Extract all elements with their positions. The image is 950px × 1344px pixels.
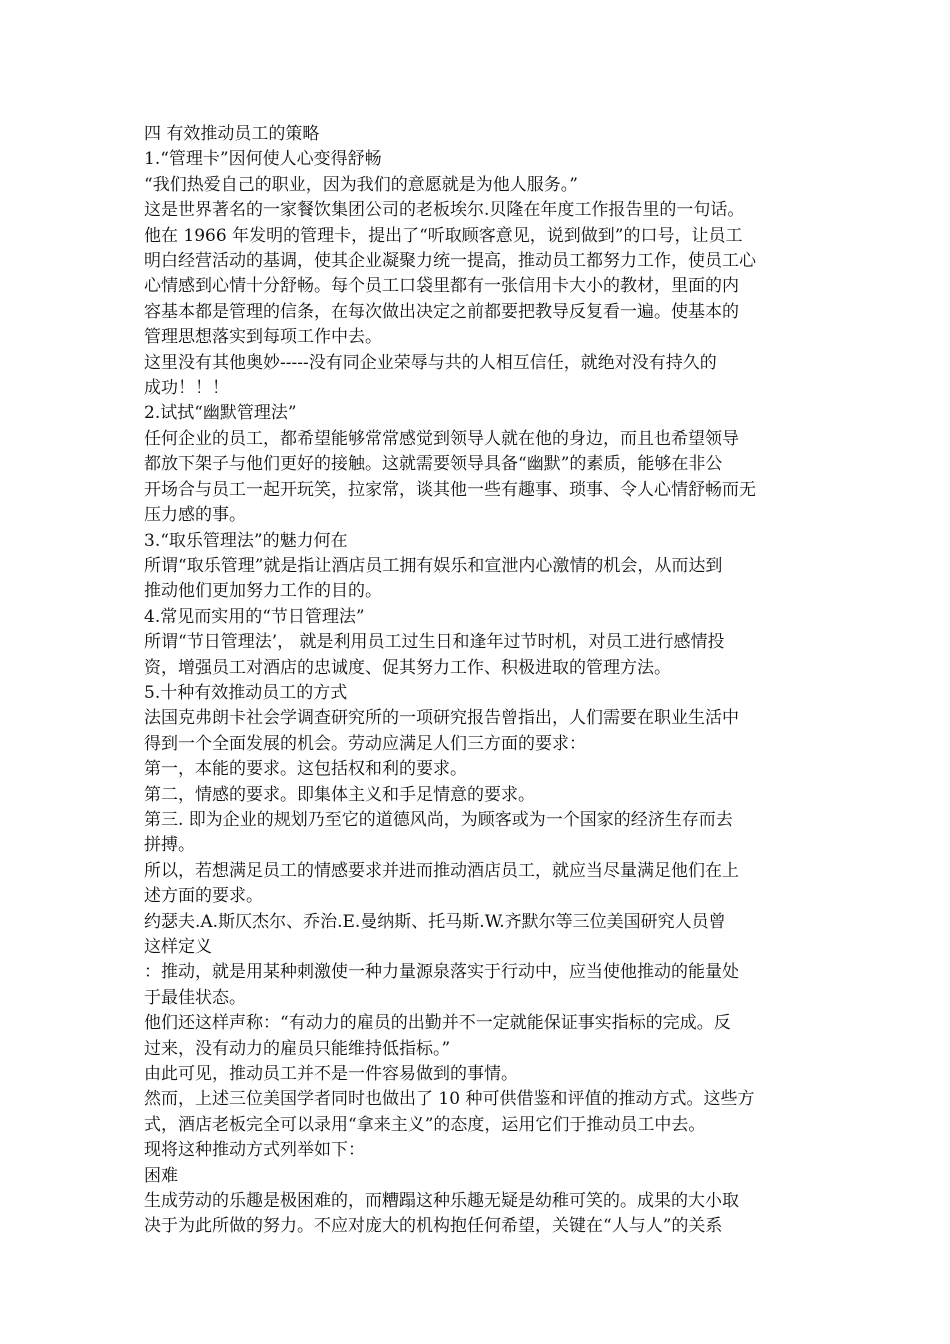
paragraph-line: 第二，情感的要求。即集体主义和手足情意的要求。 [144, 784, 535, 805]
paragraph-line: 现将这种推动方式列举如下： [144, 1140, 365, 1161]
paragraph-line: 都放下架子与他们更好的接触。这就需要领导具备“幽默”的素质，能够在非公 [144, 454, 723, 475]
paragraph-line: 资，增强员工对酒店的忠诚度、促其努力工作、积极进取的管理方法。 [144, 657, 671, 678]
paragraph-line: 心情感到心情十分舒畅。每个员工口袋里都有一张信用卡大小的教材，里面的内 [144, 276, 739, 297]
section-heading: 2.试拭“幽默管理法” [144, 403, 297, 424]
paragraph-line: 管理思想落实到每项工作中去。 [144, 327, 382, 348]
document-page [144, 122, 810, 1240]
paragraph-line: 述方面的要求。 [144, 886, 263, 907]
paragraph-line: 压力感的事。 [144, 505, 246, 526]
paragraph-line: 第一，本能的要求。这包括权和利的要求。 [144, 759, 467, 780]
paragraph-line: 这样定义 [144, 937, 212, 957]
paragraph-line: 他在 1966 年发明的管理卡，提出了“听取顾客意见，说到做到”的口号，让员工 [144, 225, 743, 246]
paragraph-line: 这是世界著名的一家餐饮集团公司的老板埃尔.贝隆在年度工作报告里的一句话。 [144, 200, 745, 221]
paragraph-line: 明白经营活动的基调，使其企业凝聚力统一提高，推动员工都努力工作，使员工心 [144, 251, 756, 272]
paragraph-line: 所谓“取乐管理”就是指让酒店员工拥有娱乐和宣泄内心激情的机会，从而达到 [144, 555, 723, 576]
paragraph-line: 推动他们更加努力工作的目的。 [144, 581, 382, 602]
paragraph-line: 由此可见，推动员工并不是一件容易做到的事情。 [144, 1064, 518, 1085]
section-heading: 5.十种有效推动员工的方式 [144, 682, 348, 703]
section-heading: 3.“取乐管理法”的魅力何在 [144, 530, 348, 551]
paragraph-line: 开场合与员工一起开玩笑，拉家常，谈其他一些有趣事、琐事、令人心情舒畅而无 [144, 479, 756, 500]
paragraph-line: 然而，上述三位美国学者同时也做出了 10 种可供借鉴和评值的推动方式。这些方 [144, 1089, 755, 1110]
paragraph-line: 过来，没有动力的雇员只能维持低指标。” [144, 1038, 451, 1059]
paragraph-line: 这里没有其他奥妙-----没有同企业荣辱与共的人相互信任，就绝对没有持久的 [144, 352, 717, 373]
paragraph-line: 决于为此所做的努力。不应对庞大的机构抱任何希望，关键在“人与人”的关系 [144, 1216, 723, 1237]
section-heading: 4.常见而实用的“节日管理法” [144, 606, 365, 627]
section-heading: 困难 [144, 1165, 178, 1186]
paragraph-line: 成功！！！ [144, 378, 229, 399]
paragraph-line: 于最佳状态。 [144, 987, 246, 1008]
paragraph-line: 法国克弗朗卡社会学调查研究所的一项研究报告曾指出，人们需要在职业生活中 [144, 708, 739, 729]
paragraph-line: 所以，若想满足员工的情感要求并进而推动酒店员工，就应当尽量满足他们在上 [144, 860, 739, 881]
paragraph-line: 得到一个全面发展的机会。劳动应满足人们三方面的要求： [144, 733, 586, 754]
paragraph-line: 任何企业的员工，都希望能够常常感觉到领导人就在他的身边，而且也希望领导 [144, 428, 739, 449]
paragraph-line: 第三. 即为企业的规划乃至它的道德风尚，为顾客或为一个国家的经济生存而去 [144, 809, 733, 830]
paragraph-line: 所谓“节日管理法’， 就是利用员工过生日和逢年过节时机，对员工进行感情投 [144, 632, 725, 653]
paragraph-line: 约瑟夫.A.斯仄杰尔、乔治.E.曼纳斯、托马斯.W.齐默尔等三位美国研究人员曾 [144, 911, 726, 932]
section-heading: 1.“管理卡”因何使人心变得舒畅 [144, 149, 382, 170]
section-heading: 四 有效推动员工的策略 [144, 124, 320, 144]
paragraph-line: “我们热爱自己的职业，因为我们的意愿就是为他人服务。” [144, 174, 578, 195]
paragraph-line: 他们还这样声称：“有动力的雇员的出勤并不一定就能保证事实指标的完成。反 [144, 1013, 731, 1034]
paragraph-line: 生成劳动的乐趣是极困难的，而糟蹋这种乐趣无疑是幼稚可笑的。成果的大小取 [144, 1191, 739, 1212]
paragraph-line: 式，酒店老板完全可以录用“拿来主义”的态度，运用它们于推动员工中去。 [144, 1114, 706, 1135]
paragraph-line: ：推动，就是用某种刺激使一种力量源泉落实于行动中，应当使他推动的能量处 [144, 962, 739, 983]
paragraph-line: 容基本都是管理的信条，在每次做出决定之前都要把教导反复看一遍。使基本的 [144, 301, 739, 322]
paragraph-line: 拼搏。 [144, 835, 195, 856]
